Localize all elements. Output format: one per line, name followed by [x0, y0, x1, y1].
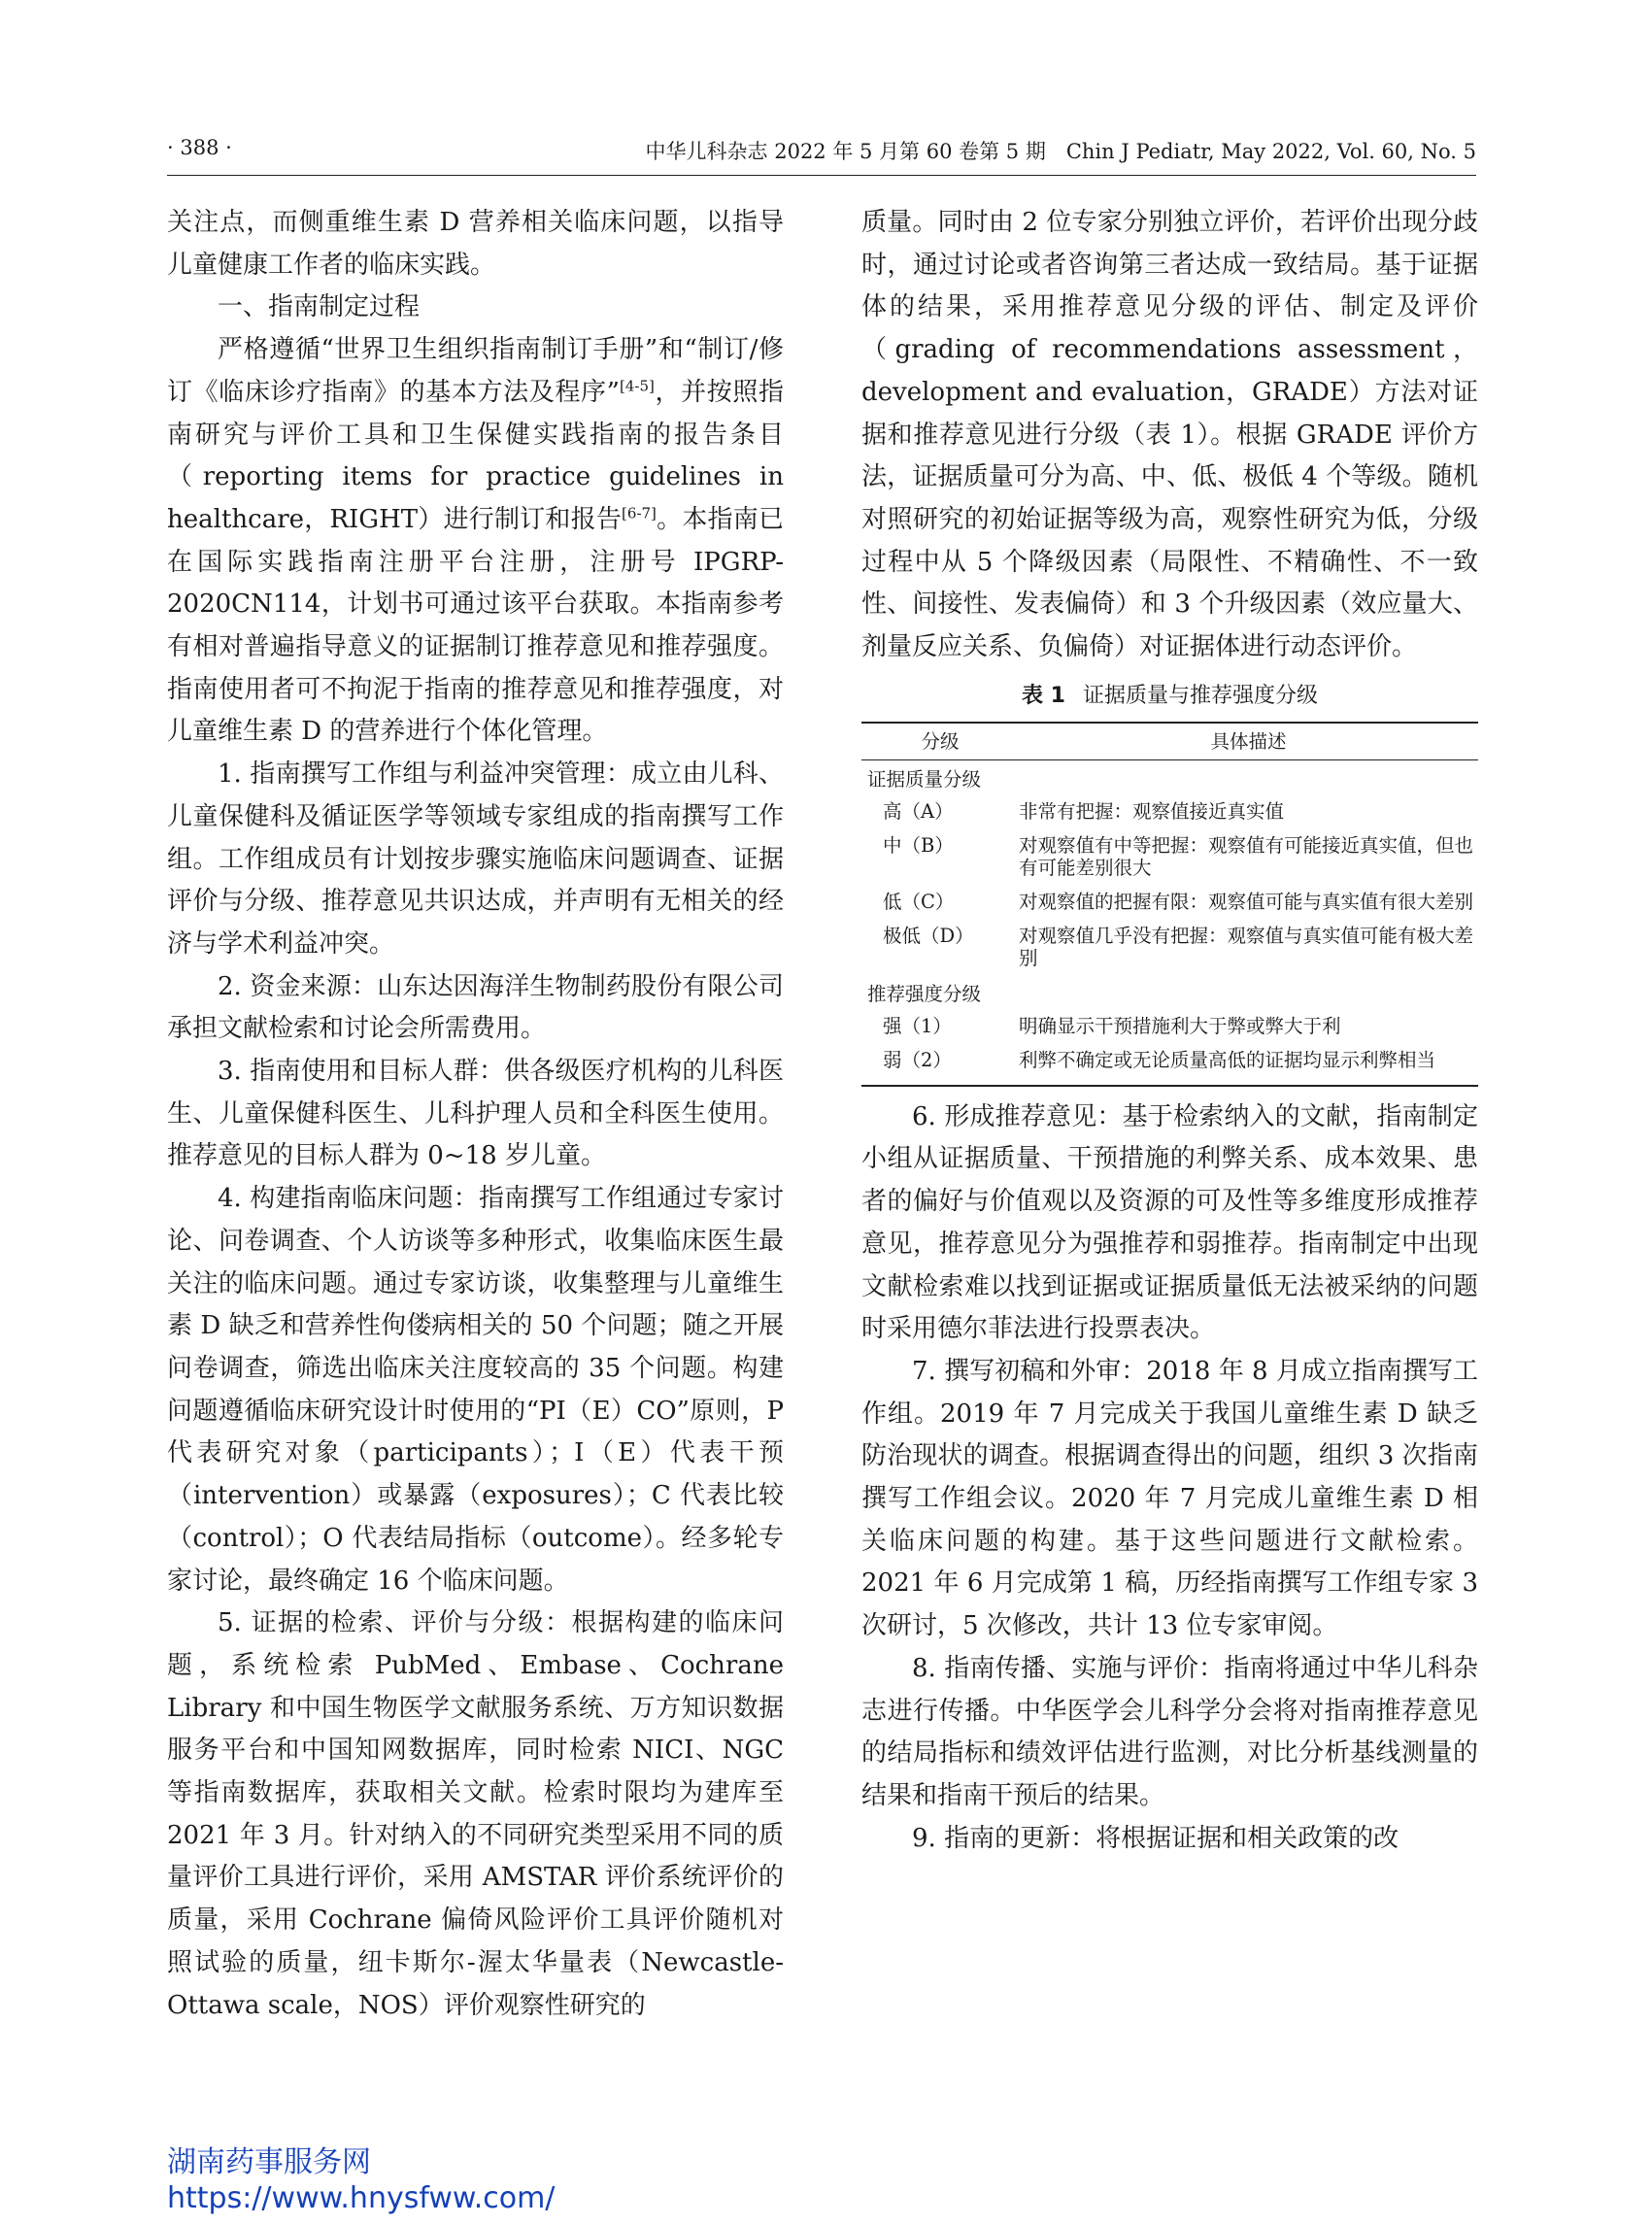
description-cell: 对观察值有中等把握：观察值有可能接近真实值，但也有可能差别很大	[1019, 833, 1474, 879]
page-header	[167, 136, 1476, 176]
post-table-text	[861, 1096, 1478, 1861]
grade-cell: 高（A）	[883, 799, 954, 823]
paragraph: 3. 指南使用和目标人群：供各级医疗机构的儿科医生、儿童保健科医生、儿科护理人员和全科医生使用。推荐意见的目标人群为 0~18 岁儿童。	[167, 1057, 784, 1171]
table-label: 表 1	[1022, 683, 1065, 708]
section-label-quality: 证据质量分级	[867, 767, 982, 791]
grade-table-block	[861, 681, 1478, 1087]
table-row	[861, 794, 1478, 828]
description-cell: 对观察值的把握有限：观察值可能与真实值有很大差别	[1019, 890, 1474, 913]
page-number: · 388 ·	[167, 136, 232, 159]
paragraph-text: 。本指南已在国际实践指南注册平台注册，注册号 IPGRP-2020CN114，计划书可通过该平台获取。本指南参考有相对普遍指导意义的证据制订推荐意见和推荐强度。指南使用者可不拘泥于指南的推荐意见和推荐强度，对儿童维生素 D 的营养进行个体化管理。	[167, 504, 784, 747]
paragraph: 1. 指南撰写工作组与利益冲突管理：成立由儿科、儿童保健科及循证医学等领域专家组成的指南撰写工作组。工作组成员有计划按步骤实施临床问题调查、证据评价与分级、推荐意见共识达成，并声明有无相关的经济与学术利益冲突。	[167, 759, 784, 959]
table-header-row	[861, 723, 1478, 760]
paragraph: 2. 资金来源：山东达因海洋生物制药股份有限公司承担文献检索和讨论会所需费用。	[167, 971, 784, 1044]
left-column	[167, 202, 784, 2027]
table-section-row	[861, 975, 1478, 1009]
column-header-description: 具体描述	[1019, 723, 1478, 760]
site-watermark	[167, 2144, 555, 2216]
grade-cell: 强（1）	[883, 1014, 952, 1037]
paragraph: 9. 指南的更新：将根据证据和相关政策的改	[912, 1823, 1399, 1853]
column-header-grade: 分级	[861, 723, 1019, 760]
citation-ref: [6-7]	[622, 504, 657, 523]
description-cell: 对观察值几乎没有把握：观察值与真实值可能有极大差别	[1019, 924, 1474, 969]
citation-ref: [4-5]	[619, 377, 655, 395]
paragraph: 6. 形成推荐意见：基于检索纳入的文献，指南制定小组从证据质量、干预措施的利弊关系、成本效果、患者的偏好与价值观以及资源的可及性等多维度形成推荐意见，推荐意见分为强推荐和弱推荐。指南制定中出现文献检索难以找到证据或证据质量低无法被采纳的问题时采用德尔菲法进行投票表决。	[861, 1101, 1478, 1344]
paragraph: 7. 撰写初稿和外审：2018 年 8 月成立指南撰写工作组。2019 年 7 月完成关于我国儿童维生素 D 缺乏防治现状的调查。根据调查得出的问题，组织 3 次指南撰写工作组会议。2020 年 7 月完成儿童维生素 D 相关临床问题的构建。基于这些问题进行文献检索。2021 年 6 月完成第 1 稿，历经指南撰写工作组专家 3 次研讨，5 次修改，共计 13 位专家审阅。	[861, 1356, 1478, 1641]
table-row	[861, 919, 1478, 975]
description-cell: 非常有把握：观察值接近真实值	[1019, 799, 1285, 823]
description-cell: 利弊不确定或无论质量高低的证据均显示利弊相当	[1019, 1043, 1478, 1086]
section-heading: 一、指南制定过程	[218, 292, 421, 322]
grade-cell: 中（B）	[883, 833, 954, 857]
table-row	[861, 1043, 1478, 1086]
table-section-row	[861, 759, 1478, 794]
paragraph: 5. 证据的检索、评价与分级：根据构建的临床问题，系统检索 PubMed、Embase、Cochrane Library 和中国生物医学文献服务系统、万方知识数据服务平台和中国知网数据库，同时检索 NICI、NGC 等指南数据库，获取相关文献。检索时限均为建库至 2021 年 3 月。针对纳入的不同研究类型采用不同的质量评价工具进行评价，采用 AMSTAR 评价系统评价的质量，采用 Cochrane 偏倚风险评价工具评价随机对照试验的质量，纽卡斯尔-渥太华量表（Newcastle-Ottawa scale，NOS）评价观察性研究的	[167, 1608, 784, 2020]
description-cell: 明确显示干预措施利大于弊或弊大于利	[1019, 1014, 1341, 1037]
table-row	[861, 828, 1478, 885]
watermark-site-name: 湖南药事服务网	[167, 2145, 371, 2179]
paragraph: 质量。同时由 2 位专家分别独立评价，若评价出现分歧时，通过讨论或者咨询第三者达成一致结局。基于证据体的结果，采用推荐意见分级的评估、制定及评价（grading of recommendations assessment，development and evaluation，GRADE）方法对证据和推荐意见进行分级（表 1）。根据 GRADE 评价方法，证据质量可分为高、中、低、极低 4 个等级。随机对照研究的初始证据等级为高，观察性研究为低，分级过程中从 5 个降级因素（局限性、不精确性、不一致性、间接性、发表偏倚）和 3 个升级因素（效应量大、剂量反应关系、负偏倚）对证据体进行动态评价。	[861, 208, 1478, 662]
grade-cell: 极低（D）	[883, 924, 974, 947]
paragraph-text: ，并按照指南研究与评价工具和卫生保健实践指南的报告条目（reporting items for practice guidelines in healthcare，RIGHT）进行制订和报告	[167, 377, 784, 534]
paragraph: 8. 指南传播、实施与评价：指南将通过中华儿科杂志进行传播。中华医学会儿科学分会将对指南推荐意见的结局指标和绩效评估进行监测，对比分析基线测量的结果和指南干预后的结果。	[861, 1653, 1478, 1810]
grade-cell: 弱（2）	[861, 1043, 1019, 1086]
paragraph: 关注点，而侧重维生素 D 营养相关临床问题，以指导儿童健康工作者的临床实践。	[167, 208, 784, 280]
table-row	[861, 885, 1478, 919]
journal-citation: 中华儿科杂志 2022 年 5 月第 60 卷第 5 期 Chin J Pediatr, May 2022, Vol. 60, No. 5	[645, 140, 1476, 163]
right-column	[861, 202, 1478, 1860]
paragraph	[167, 329, 784, 754]
paragraph: 4. 构建指南临床问题：指南撰写工作组通过专家讨论、问卷调查、个人访谈等多种形式，收集临床医生最关注的临床问题。通过专家访谈，收集整理与儿童维生素 D 缺乏和营养性佝偻病相关的 50 个问题；随之开展问卷调查，筛选出临床关注度较高的 35 个问题。构建问题遵循临床研究设计时使用的“PI（E）CO”原则，P 代表研究对象（participants）；I（E）代表干预（intervention）或暴露（exposures）；C 代表比较（control）；O 代表结局指标（outcome）。经多轮专家讨论，最终确定 16 个临床问题。	[167, 1184, 784, 1596]
paragraph-text: 严格遵循“世界卫生组织指南制订手册”和“制订/修订《临床诊疗指南》的基本方法及程序”	[167, 335, 784, 407]
grade-cell: 低（C）	[883, 890, 955, 913]
table-row	[861, 1009, 1478, 1043]
table-title: 证据质量与推荐强度分级	[1082, 683, 1318, 708]
watermark-url-link[interactable]: https://www.hnysfww.com/	[167, 2181, 556, 2215]
grade-table	[861, 722, 1478, 1087]
section-label-strength: 推荐强度分级	[867, 982, 982, 1005]
table-caption	[861, 681, 1478, 712]
